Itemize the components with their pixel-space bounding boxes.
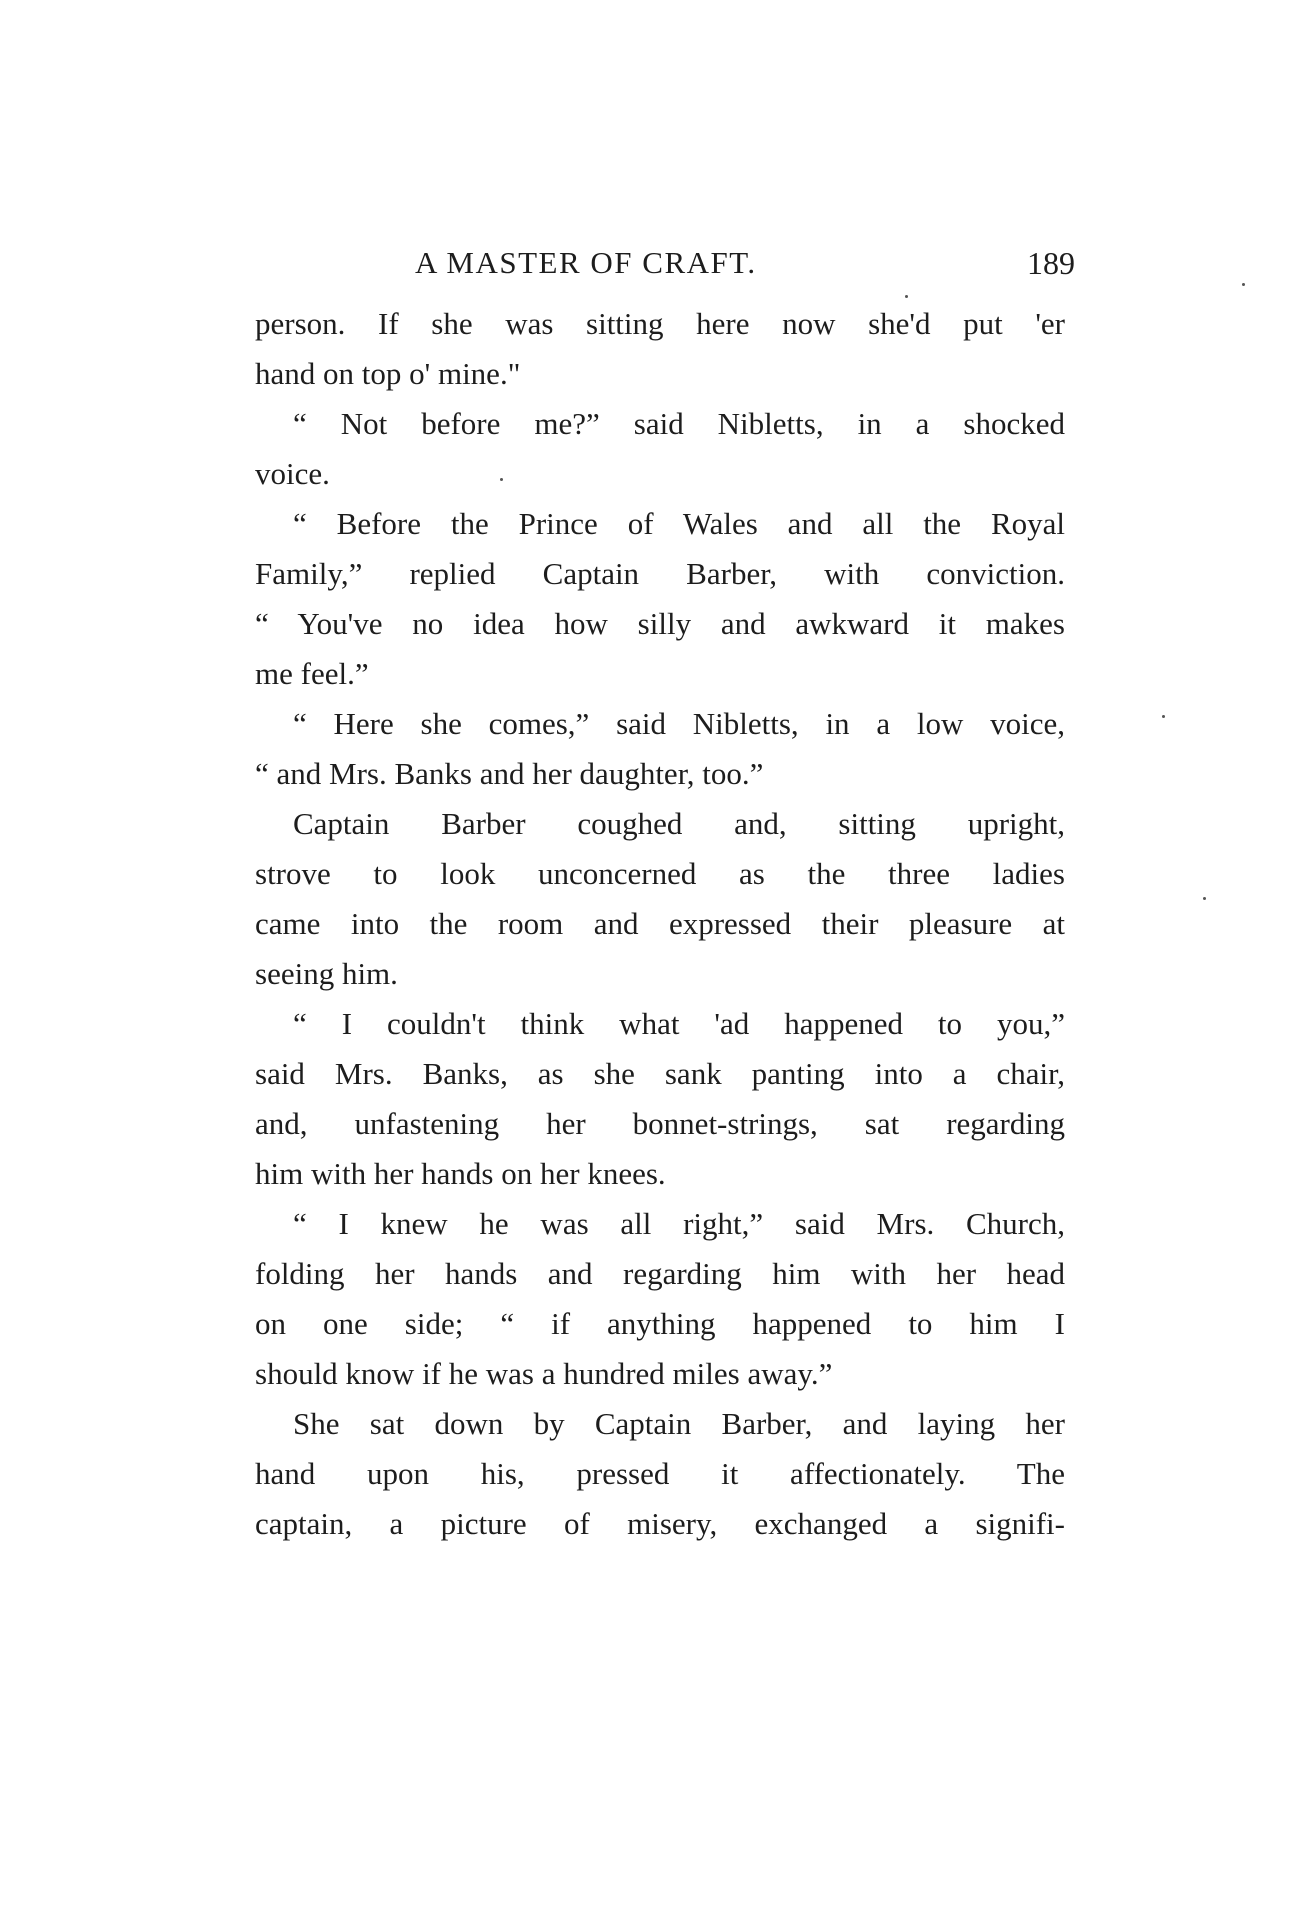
text-line: seeing him. bbox=[255, 956, 398, 991]
text-line: said Mrs. Banks, as she sank panting into a chair, bbox=[255, 1056, 1065, 1091]
scan-speck bbox=[1162, 715, 1165, 718]
text-line: strove to look unconcerned as the three ladies bbox=[255, 856, 1065, 891]
text-line: voice. bbox=[255, 456, 330, 491]
text-line: him with her hands on her knees. bbox=[255, 1156, 666, 1191]
text-line: “ I knew he was all right,” said Mrs. Church, bbox=[293, 1206, 1065, 1241]
text-line: should know if he was a hundred miles away.” bbox=[255, 1356, 833, 1391]
scan-speck bbox=[500, 478, 503, 481]
text-line: “ Not before me?” said Nibletts, in a shocked bbox=[293, 406, 1065, 441]
scan-speck bbox=[1242, 283, 1245, 286]
text-line: “ Here she comes,” said Nibletts, in a low voice, bbox=[293, 706, 1065, 741]
text-line: Captain Barber coughed and, sitting upright, bbox=[293, 806, 1065, 841]
text-line: came into the room and expressed their pleasure at bbox=[255, 906, 1065, 941]
page-number: 189 bbox=[1027, 245, 1075, 281]
scan-speck bbox=[905, 295, 908, 298]
text-line: hand upon his, pressed it affectionately. The bbox=[255, 1456, 1065, 1491]
text-line: folding her hands and regarding him with her head bbox=[255, 1256, 1065, 1291]
text-line: person. If she was sitting here now she'd put 'er bbox=[255, 306, 1065, 341]
text-line: “ You've no idea how silly and awkward it makes bbox=[255, 606, 1065, 641]
running-title: A MASTER OF CRAFT. bbox=[415, 245, 757, 280]
text-line: “ Before the Prince of Wales and all the Royal bbox=[293, 506, 1065, 541]
text-line: hand on top o' mine." bbox=[255, 356, 521, 391]
scan-speck bbox=[1203, 897, 1206, 900]
running-head bbox=[255, 243, 1075, 283]
text-line: Family,” replied Captain Barber, with conviction. bbox=[255, 556, 1065, 591]
text-line: She sat down by Captain Barber, and laying her bbox=[293, 1406, 1065, 1441]
text-line: captain, a picture of misery, exchanged a signifi- bbox=[255, 1506, 1065, 1541]
body-text bbox=[255, 299, 1065, 1549]
text-line: and, unfastening her bonnet-strings, sat regarding bbox=[255, 1106, 1065, 1141]
text-line: “ I couldn't think what 'ad happened to you,” bbox=[293, 1006, 1065, 1041]
text-line: me feel.” bbox=[255, 656, 369, 691]
text-line: on one side; “ if anything happened to him I bbox=[255, 1306, 1065, 1341]
text-line: “ and Mrs. Banks and her daughter, too.” bbox=[255, 756, 764, 791]
